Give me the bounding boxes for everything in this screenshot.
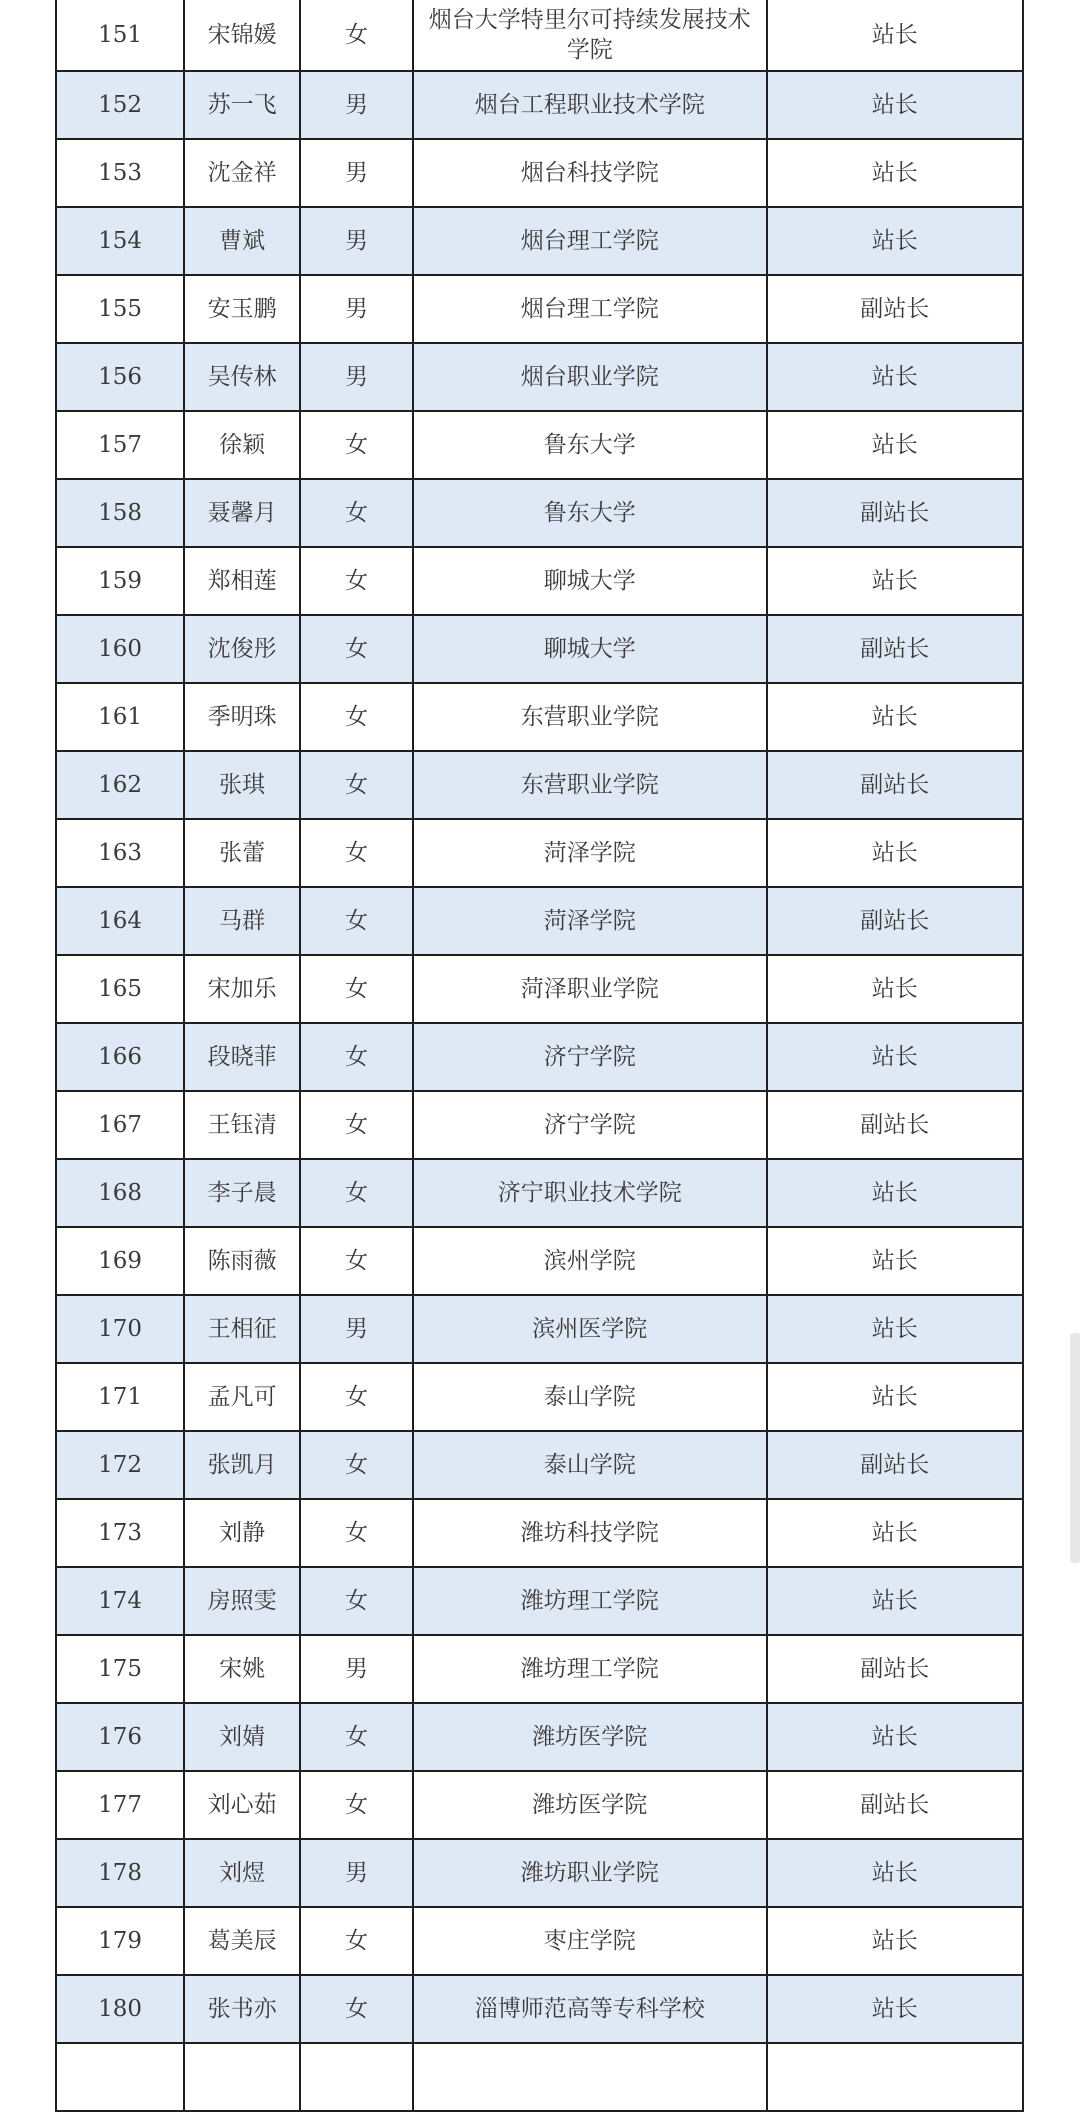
table-row: [56, 1023, 1023, 1091]
table-row: [56, 1091, 1023, 1159]
gender-cell: 女: [300, 615, 413, 683]
row-number-cell: 173: [56, 1499, 184, 1567]
name-cell: 宋锦媛: [184, 0, 300, 71]
name-cell: 沈金祥: [184, 139, 300, 207]
name-cell: 郑相莲: [184, 547, 300, 615]
gender-cell: 男: [300, 275, 413, 343]
gender-cell: 男: [300, 343, 413, 411]
role-cell: 站长: [767, 1567, 1023, 1635]
row-number-cell: [56, 2043, 184, 2111]
gender-cell: 女: [300, 1975, 413, 2043]
name-cell: 安玉鹏: [184, 275, 300, 343]
table-row: [56, 1907, 1023, 1975]
row-number-cell: 179: [56, 1907, 184, 1975]
gender-cell: 男: [300, 139, 413, 207]
gender-cell: 女: [300, 1499, 413, 1567]
gender-cell: 男: [300, 207, 413, 275]
role-cell: 副站长: [767, 275, 1023, 343]
role-cell: 站长: [767, 1975, 1023, 2043]
gender-cell: 女: [300, 479, 413, 547]
gender-cell: 女: [300, 1227, 413, 1295]
school-cell: 潍坊职业学院: [413, 1839, 767, 1907]
name-cell: 刘静: [184, 1499, 300, 1567]
role-cell: 副站长: [767, 751, 1023, 819]
role-cell: 站长: [767, 71, 1023, 139]
row-number-cell: 151: [56, 0, 184, 71]
name-cell: 段晓菲: [184, 1023, 300, 1091]
row-number-cell: 168: [56, 1159, 184, 1227]
school-cell: 菏泽职业学院: [413, 955, 767, 1023]
row-number-cell: 164: [56, 887, 184, 955]
school-cell: 鲁东大学: [413, 411, 767, 479]
row-number-cell: 178: [56, 1839, 184, 1907]
gender-cell: 女: [300, 411, 413, 479]
school-cell: 济宁学院: [413, 1091, 767, 1159]
name-cell: 刘婧: [184, 1703, 300, 1771]
name-cell: 苏一飞: [184, 71, 300, 139]
row-number-cell: 161: [56, 683, 184, 751]
name-cell: 房照雯: [184, 1567, 300, 1635]
name-cell: 聂馨月: [184, 479, 300, 547]
gender-cell: 女: [300, 819, 413, 887]
row-number-cell: 175: [56, 1635, 184, 1703]
school-cell: 聊城大学: [413, 547, 767, 615]
gender-cell: 女: [300, 683, 413, 751]
table-row: [56, 275, 1023, 343]
school-cell: 泰山学院: [413, 1363, 767, 1431]
school-cell: 潍坊医学院: [413, 1771, 767, 1839]
row-number-cell: 163: [56, 819, 184, 887]
name-cell: 刘煜: [184, 1839, 300, 1907]
table-row: [56, 411, 1023, 479]
table-row: [56, 1227, 1023, 1295]
table-row: [56, 547, 1023, 615]
table-row: [56, 1635, 1023, 1703]
name-cell: 王钰清: [184, 1091, 300, 1159]
role-cell: [767, 2043, 1023, 2111]
school-cell: 东营职业学院: [413, 683, 767, 751]
gender-cell: 男: [300, 1295, 413, 1363]
roster-body: [56, 0, 1023, 2111]
school-cell: 烟台理工学院: [413, 275, 767, 343]
role-cell: 站长: [767, 0, 1023, 71]
row-number-cell: 174: [56, 1567, 184, 1635]
role-cell: 站长: [767, 1295, 1023, 1363]
table-row: [56, 751, 1023, 819]
gender-cell: 女: [300, 1431, 413, 1499]
name-cell: 孟凡可: [184, 1363, 300, 1431]
gender-cell: 女: [300, 1363, 413, 1431]
role-cell: 站长: [767, 1023, 1023, 1091]
role-cell: 副站长: [767, 1771, 1023, 1839]
name-cell: 沈俊彤: [184, 615, 300, 683]
row-number-cell: 159: [56, 547, 184, 615]
table-row: [56, 615, 1023, 683]
gender-cell: 男: [300, 1635, 413, 1703]
gender-cell: 女: [300, 0, 413, 71]
row-number-cell: 160: [56, 615, 184, 683]
table-row: [56, 1975, 1023, 2043]
role-cell: 站长: [767, 683, 1023, 751]
role-cell: 站长: [767, 1839, 1023, 1907]
name-cell: 季明珠: [184, 683, 300, 751]
row-number-cell: 172: [56, 1431, 184, 1499]
name-cell: 张凯月: [184, 1431, 300, 1499]
table-row: [56, 683, 1023, 751]
school-cell: 烟台大学特里尔可持续发展技术学院: [413, 0, 767, 71]
gender-cell: 女: [300, 1567, 413, 1635]
role-cell: 站长: [767, 1499, 1023, 1567]
school-cell: 滨州学院: [413, 1227, 767, 1295]
name-cell: 马群: [184, 887, 300, 955]
role-cell: 站长: [767, 1703, 1023, 1771]
role-cell: 站长: [767, 1159, 1023, 1227]
school-cell: 东营职业学院: [413, 751, 767, 819]
role-cell: 站长: [767, 139, 1023, 207]
gender-cell: 女: [300, 1091, 413, 1159]
role-cell: 副站长: [767, 887, 1023, 955]
name-cell: 宋姚: [184, 1635, 300, 1703]
row-number-cell: 167: [56, 1091, 184, 1159]
role-cell: 站长: [767, 547, 1023, 615]
school-cell: 潍坊理工学院: [413, 1635, 767, 1703]
gender-cell: 女: [300, 1907, 413, 1975]
scroll-indicator[interactable]: [1070, 1333, 1080, 1563]
role-cell: 站长: [767, 1227, 1023, 1295]
school-cell: 烟台工程职业技术学院: [413, 71, 767, 139]
table-row: [56, 207, 1023, 275]
school-cell: 济宁学院: [413, 1023, 767, 1091]
gender-cell: 男: [300, 71, 413, 139]
table-row: [56, 343, 1023, 411]
row-number-cell: 155: [56, 275, 184, 343]
table-row: [56, 1431, 1023, 1499]
name-cell: [184, 2043, 300, 2111]
row-number-cell: 170: [56, 1295, 184, 1363]
table-row: [56, 139, 1023, 207]
school-cell: 烟台理工学院: [413, 207, 767, 275]
school-cell: 烟台科技学院: [413, 139, 767, 207]
school-cell: 菏泽学院: [413, 887, 767, 955]
role-cell: 站长: [767, 955, 1023, 1023]
name-cell: 李子晨: [184, 1159, 300, 1227]
row-number-cell: 180: [56, 1975, 184, 2043]
school-cell: 潍坊科技学院: [413, 1499, 767, 1567]
school-cell: 枣庄学院: [413, 1907, 767, 1975]
name-cell: 刘心茹: [184, 1771, 300, 1839]
name-cell: 王相征: [184, 1295, 300, 1363]
name-cell: 吴传林: [184, 343, 300, 411]
name-cell: 葛美辰: [184, 1907, 300, 1975]
row-number-cell: 169: [56, 1227, 184, 1295]
row-number-cell: 152: [56, 71, 184, 139]
row-number-cell: 177: [56, 1771, 184, 1839]
school-cell: 淄博师范高等专科学校: [413, 1975, 767, 2043]
role-cell: 站长: [767, 411, 1023, 479]
table-row: [56, 955, 1023, 1023]
row-number-cell: 153: [56, 139, 184, 207]
row-number-cell: 166: [56, 1023, 184, 1091]
gender-cell: 女: [300, 547, 413, 615]
row-number-cell: 156: [56, 343, 184, 411]
gender-cell: 女: [300, 1159, 413, 1227]
role-cell: 副站长: [767, 1431, 1023, 1499]
roster-table: [55, 0, 1024, 2112]
school-cell: 潍坊医学院: [413, 1703, 767, 1771]
name-cell: 宋加乐: [184, 955, 300, 1023]
school-cell: 泰山学院: [413, 1431, 767, 1499]
table-row: [56, 819, 1023, 887]
gender-cell: 男: [300, 1839, 413, 1907]
table-row: [56, 1839, 1023, 1907]
school-cell: 济宁职业技术学院: [413, 1159, 767, 1227]
table-row: [56, 0, 1023, 71]
row-number-cell: 154: [56, 207, 184, 275]
role-cell: 站长: [767, 207, 1023, 275]
role-cell: 站长: [767, 819, 1023, 887]
table-row: [56, 1771, 1023, 1839]
row-number-cell: 165: [56, 955, 184, 1023]
gender-cell: [300, 2043, 413, 2111]
table-row: [56, 887, 1023, 955]
name-cell: 徐颖: [184, 411, 300, 479]
gender-cell: 女: [300, 1771, 413, 1839]
table-row: [56, 1295, 1023, 1363]
table-row: [56, 1703, 1023, 1771]
gender-cell: 女: [300, 1703, 413, 1771]
name-cell: 张书亦: [184, 1975, 300, 2043]
row-number-cell: 157: [56, 411, 184, 479]
row-number-cell: 176: [56, 1703, 184, 1771]
role-cell: 副站长: [767, 615, 1023, 683]
table-row: [56, 1159, 1023, 1227]
name-cell: 张琪: [184, 751, 300, 819]
school-cell: [413, 2043, 767, 2111]
school-cell: 滨州医学院: [413, 1295, 767, 1363]
table-row: [56, 1363, 1023, 1431]
school-cell: 烟台职业学院: [413, 343, 767, 411]
table-row: [56, 1499, 1023, 1567]
row-number-cell: 171: [56, 1363, 184, 1431]
school-cell: 聊城大学: [413, 615, 767, 683]
gender-cell: 女: [300, 955, 413, 1023]
role-cell: 站长: [767, 1907, 1023, 1975]
name-cell: 曹斌: [184, 207, 300, 275]
gender-cell: 女: [300, 1023, 413, 1091]
role-cell: 副站长: [767, 479, 1023, 547]
gender-cell: 女: [300, 751, 413, 819]
role-cell: 站长: [767, 1363, 1023, 1431]
school-cell: 菏泽学院: [413, 819, 767, 887]
row-number-cell: 158: [56, 479, 184, 547]
school-cell: 潍坊理工学院: [413, 1567, 767, 1635]
row-number-cell: 162: [56, 751, 184, 819]
table-row: [56, 479, 1023, 547]
role-cell: 副站长: [767, 1091, 1023, 1159]
school-cell: 鲁东大学: [413, 479, 767, 547]
table-row: [56, 2043, 1023, 2111]
name-cell: 陈雨薇: [184, 1227, 300, 1295]
role-cell: 站长: [767, 343, 1023, 411]
name-cell: 张蕾: [184, 819, 300, 887]
table-row: [56, 1567, 1023, 1635]
gender-cell: 女: [300, 887, 413, 955]
table-row: [56, 71, 1023, 139]
role-cell: 副站长: [767, 1635, 1023, 1703]
